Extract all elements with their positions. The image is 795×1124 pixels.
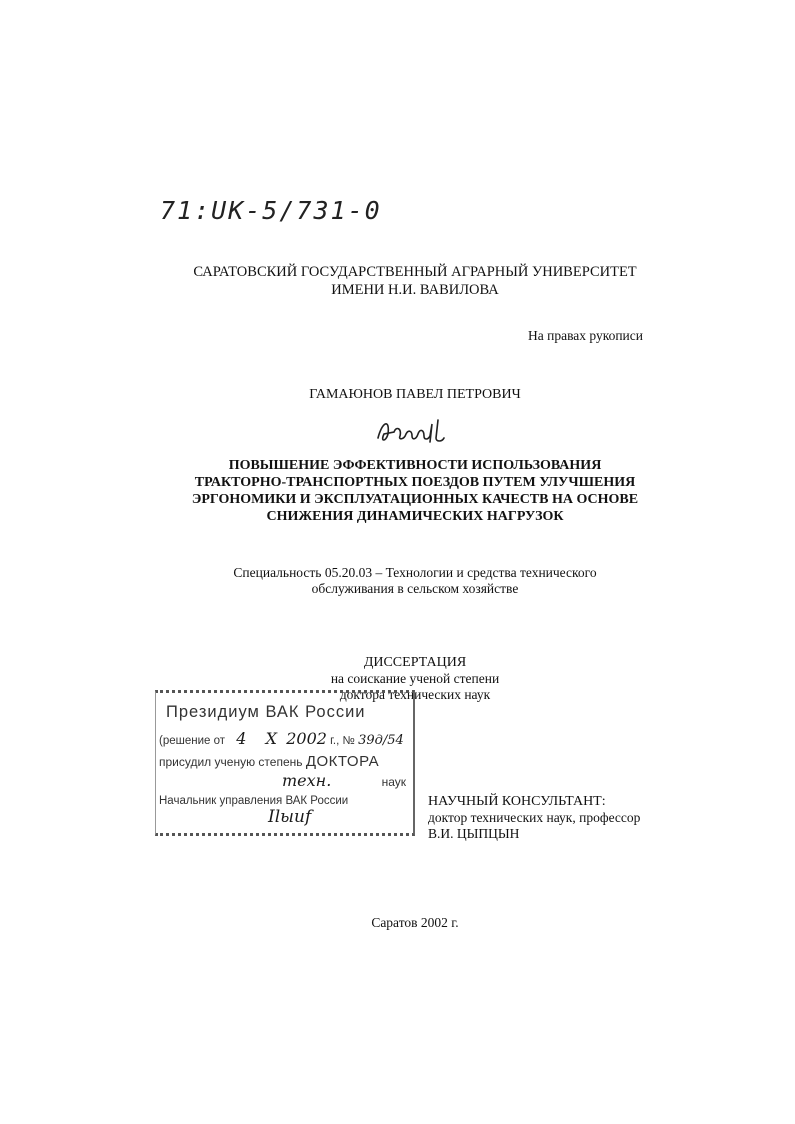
consultant-label: НАУЧНЫЙ КОНСУЛЬТАНТ: <box>428 794 606 809</box>
title-line-2: ТРАКТОРНО-ТРАНСПОРТНЫХ ПОЕЗДОВ ПУТЕМ УЛУЧШЕНИЯ <box>194 475 636 490</box>
stamp-field: техн. <box>282 771 332 790</box>
archive-code: 71:UK-5/731-0 <box>160 196 382 225</box>
title-line-1: ПОВЫШЕНИЕ ЭФФЕКТИВНОСТИ ИСПОЛЬЗОВАНИЯ <box>228 458 602 473</box>
vak-stamp <box>155 690 415 836</box>
stamp-number: 39д/54 <box>358 733 404 748</box>
stamp-year-suffix: г., № <box>330 735 355 747</box>
stamp-head: Начальник управления ВАК России <box>159 795 349 807</box>
author-name: ГАМАЮНОВ ПАВЕЛ ПЕТРОВИЧ <box>309 387 521 402</box>
stamp-degree: ДОКТОРА <box>305 753 380 770</box>
manuscript-note: На правах рукописи <box>527 328 643 343</box>
dissertation-title <box>150 457 680 525</box>
stamp-awarded: присудил ученую степень <box>159 755 303 769</box>
author-signature <box>372 412 462 448</box>
stamp-decision-line <box>159 729 413 748</box>
stamp-head-signature: Ilыuf <box>268 807 312 827</box>
dissertation-label: ДИССЕРТАЦИЯ <box>363 655 467 670</box>
place-year: Саратов 2002 г. <box>371 915 459 930</box>
stamp-header: Президиум ВАК России <box>166 703 366 721</box>
stamp-month: X <box>265 729 278 748</box>
specialty <box>190 565 640 597</box>
university-line-1: САРАТОВСКИЙ ГОСУДАРСТВЕННЫЙ АГРАРНЫЙ УНИВЕРСИТЕТ <box>193 264 637 280</box>
specialty-line-1: Специальность 05.20.03 – Технологии и средства технического <box>233 565 597 580</box>
scientific-consultant <box>428 794 640 842</box>
stamp-day: 4 <box>236 729 247 748</box>
stamp-decision-prefix: (решение от <box>159 735 226 747</box>
stamp-year: 2002 <box>286 729 327 748</box>
title-line-3: ЭРГОНОМИКИ И ЭКСПЛУАТАЦИОННЫХ КАЧЕСТВ НА ОСНОВЕ <box>191 492 639 507</box>
stamp-awarded-line <box>159 753 379 770</box>
specialty-line-2: обслуживания в сельском хозяйстве <box>311 581 519 596</box>
consultant-name: В.И. ЦЫПЦЫН <box>428 826 520 841</box>
university-line-2: ИМЕНИ Н.И. ВАВИЛОВА <box>331 282 499 298</box>
university-name <box>150 263 680 299</box>
title-line-4: СНИЖЕНИЯ ДИНАМИЧЕСКИХ НАГРУЗОК <box>266 509 564 524</box>
consultant-degree: доктор технических наук, профессор <box>428 810 641 825</box>
stamp-field-suffix: наук <box>381 775 406 789</box>
dissertation-line-2: доктора технических наук <box>339 687 491 702</box>
dissertation-line-1: на соискание ученой степени <box>330 671 500 686</box>
